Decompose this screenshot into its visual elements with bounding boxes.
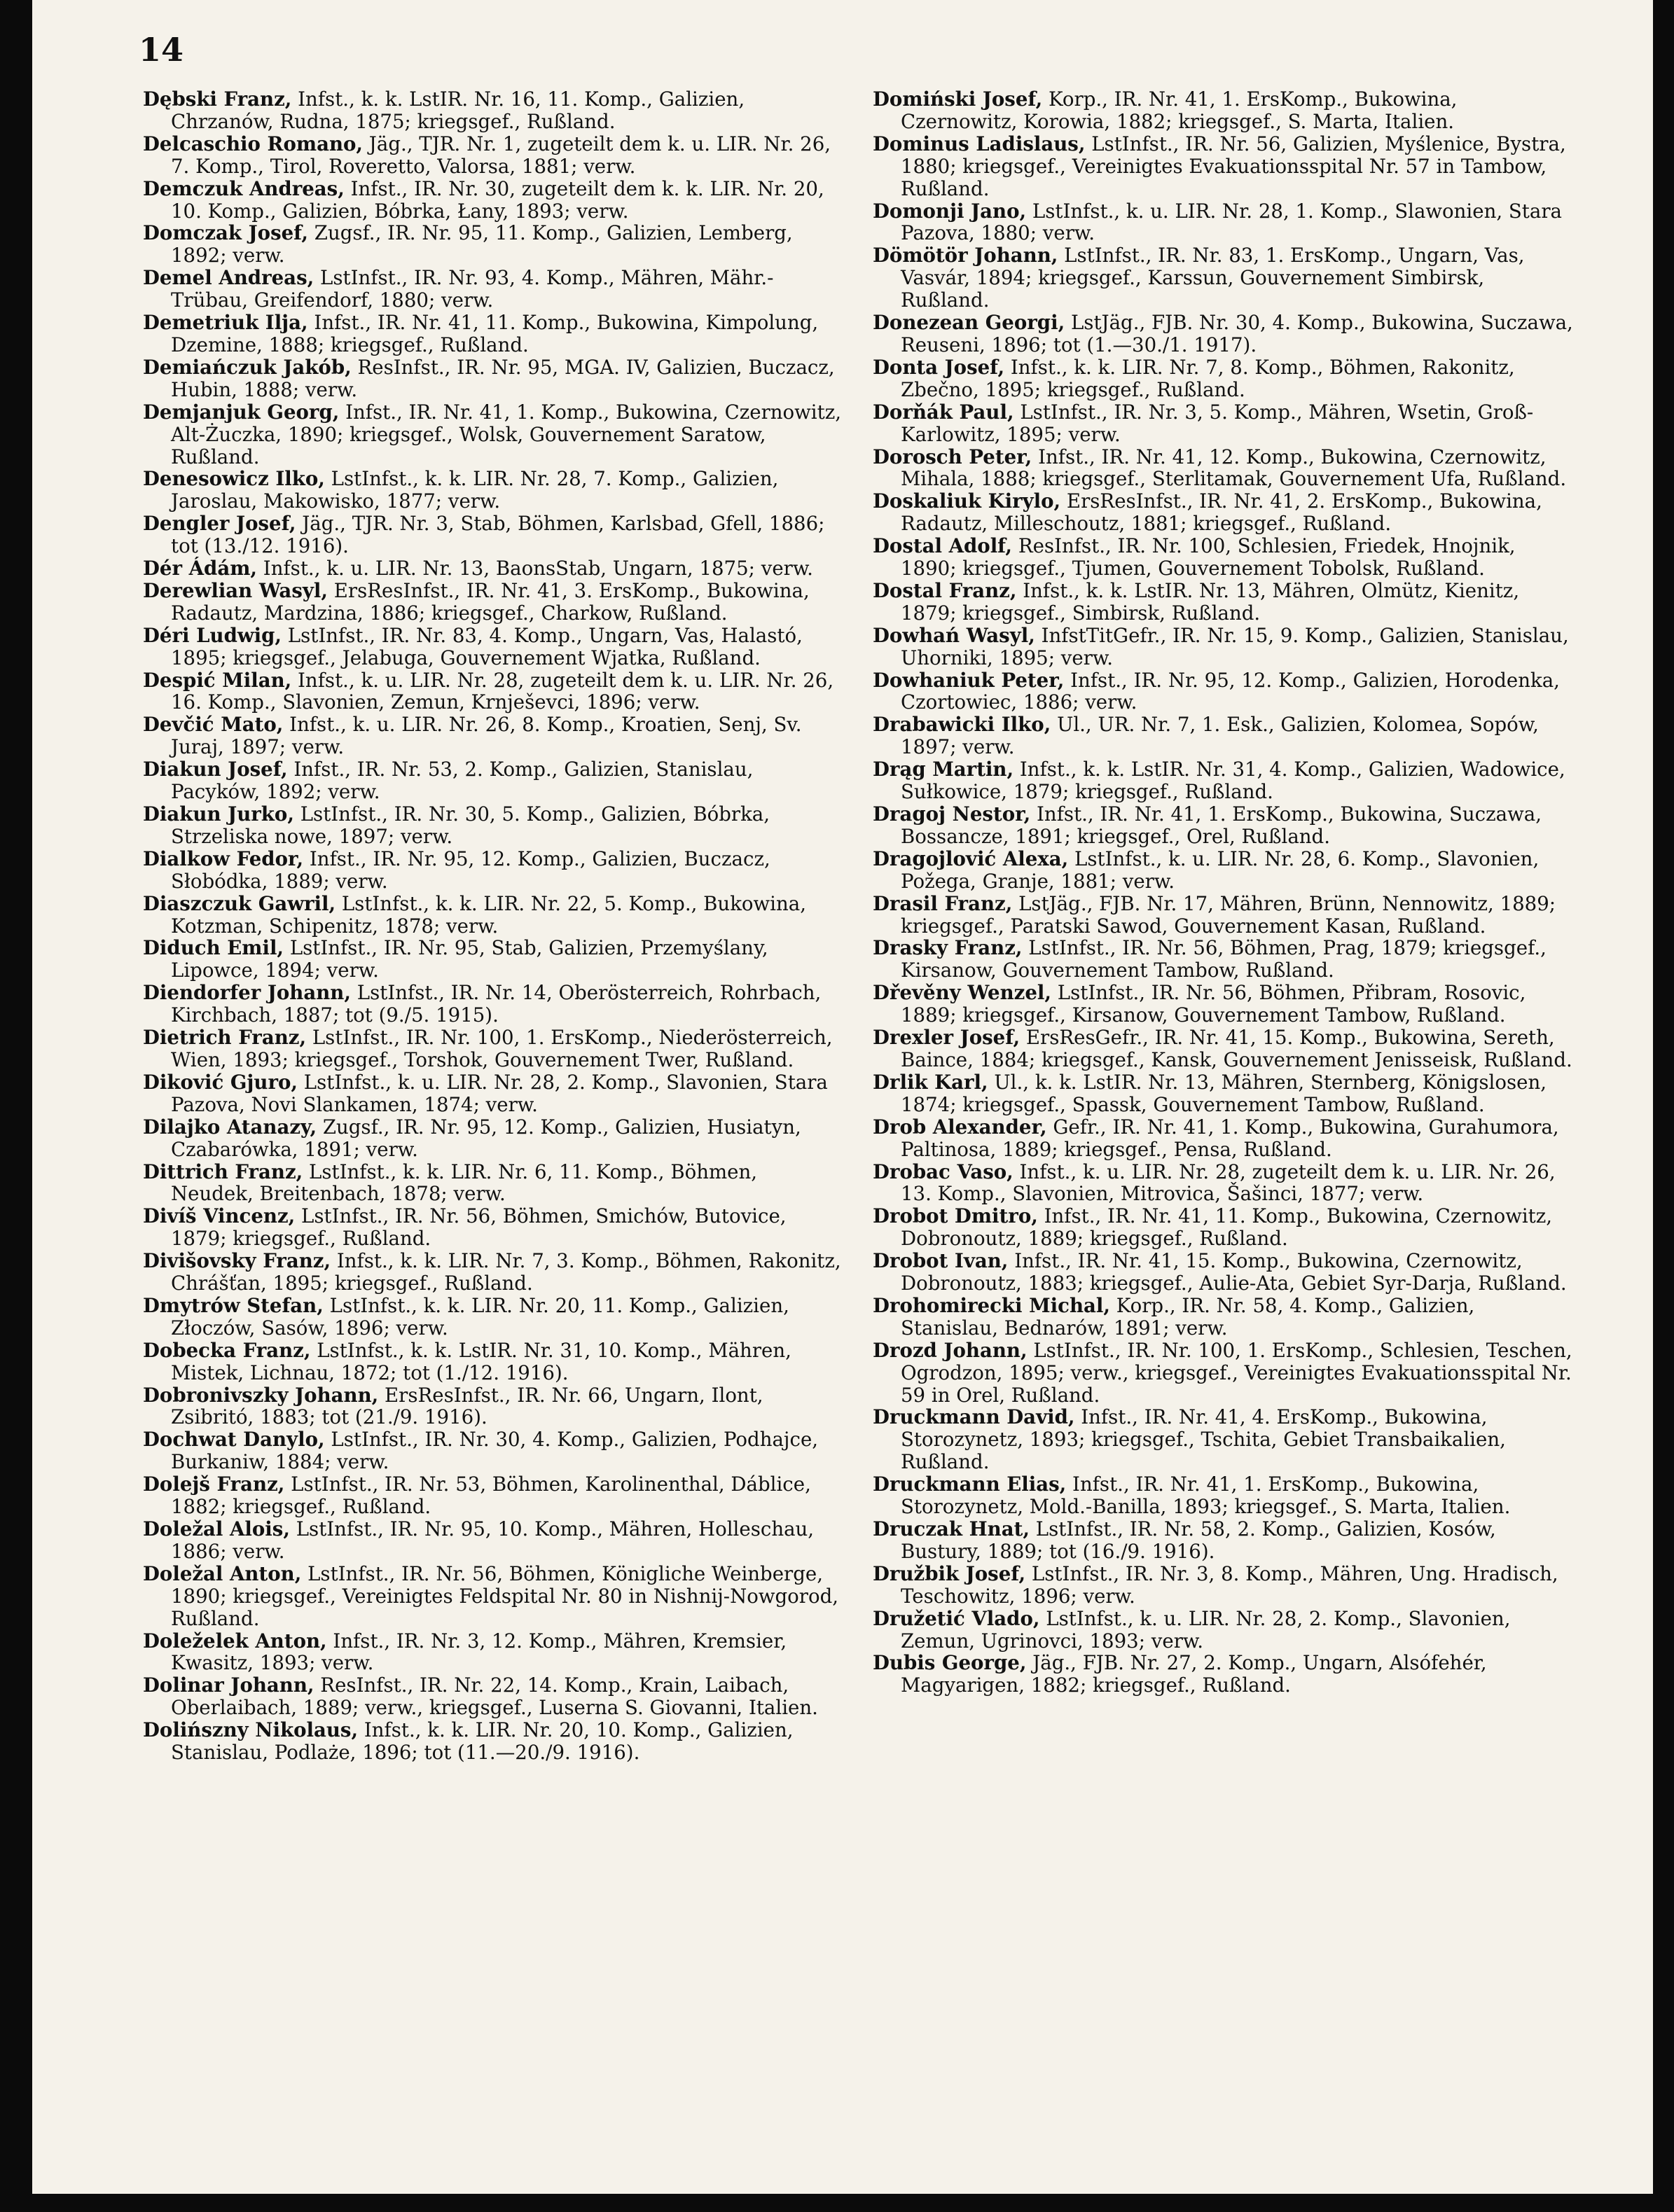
entry-details: Infst., IR. Nr. 53, 2. Komp., Galizien, Stanislau, Pacyków, 1892; verw. [171,758,754,804]
list-item [143,1161,843,1206]
list-item [143,1473,843,1518]
entry-details: LstInfst., IR. Nr. 100, 1. ErsKomp., Schlesien, Teschen, Ogrodzon, 1895; verw., kriegsgef., Vereinigtes Evakuationsspital Nr. 59 in Orel, Rußland. [901,1338,1572,1407]
entry-details: LstInfst., IR. Nr. 58, 2. Komp., Galizien, Kosów, Bustury, 1889; tot (16./9. 1916). [901,1517,1496,1563]
entry-details: Infst., IR. Nr. 3, 12. Komp., Mähren, Kremsier, Kwasitz, 1893; verw. [171,1629,787,1675]
entry-details: Infst., k. u. LIR. Nr. 13, BaonsStab, Ungarn, 1875; verw. [257,557,813,580]
entry-name: Dostal Adolf, [873,534,1013,558]
entry-name: Drob Alexander, [873,1115,1047,1139]
list-item [143,1250,843,1295]
entry-details: Infst., k. k. LstIR. Nr. 31, 4. Komp., Galizien, Wadowice, Sułkowice, 1879; kriegsgef., Rußland. [901,758,1565,804]
list-item [873,937,1573,982]
entry-details: Infst., IR. Nr. 41, 1. Komp., Bukowina, Czernowitz, Alt-Żuczka, 1890; kriegsgef., Wolsk, Gouvernement Saratow, Rußland. [171,400,841,468]
entry-details: LstInfst., k. k. LIR. Nr. 22, 5. Komp., Bukowina, Kotzman, Schipenitz, 1878; verw. [171,891,806,938]
left-column [143,88,843,2182]
entry-name: Déri Ludwig, [143,623,282,647]
entry-name: Domiński Josef, [873,88,1043,111]
entry-details: LstInfst., IR. Nr. 56, Galizien, Myślenice, Bystra, 1880; kriegsgef., Vereinigtes Evakuationsspital Nr. 57 in Tambow, Rußland. [901,132,1566,200]
list-item [143,625,843,669]
entry-name: Despić Milan, [143,668,292,692]
entry-name: Divíš Vincenz, [143,1204,296,1228]
entry-name: Doskaliuk Kirylo, [873,489,1061,513]
entry-details: LstInfst., k. u. LIR. Nr. 28, 2. Komp., Slavonien, Stara Pazova, Novi Slankamen, 1874; verw. [171,1070,828,1116]
entry-name: Diakun Josef, [143,758,288,781]
list-item [873,1250,1573,1295]
list-item [873,133,1573,200]
entry-name: Domczak Josef, [143,221,309,245]
entry-details: Infst., IR. Nr. 41, 12. Komp., Bukowina, Czernowitz, Mihala, 1888; kriegsgef., Sterlitamak, Gouvernement Ufa, Rußland. [901,445,1567,491]
entry-details: LstInfst., IR. Nr. 30, 5. Komp., Galizien, Bóbrka, Strzeliska nowe, 1897; verw. [171,802,770,848]
entry-name: Dobronivszky Johann, [143,1383,379,1407]
entry-name: Domonji Jano, [873,199,1027,223]
entry-details: Infst., IR. Nr. 95, 12. Komp., Galizien, Horodenka, Czortowiec, 1886; verw. [901,668,1560,714]
entry-name: Dialkow Fedor, [143,847,304,870]
list-item [143,1719,843,1764]
list-item [873,1295,1573,1340]
entry-details: ResInfst., IR. Nr. 100, Schlesien, Friedek, Hnojnik, 1890; kriegsgef., Tjumen, Gouvernement Tobolsk, Rußland. [901,534,1516,580]
list-item [873,1205,1573,1250]
list-item [143,1071,843,1116]
list-item [873,1518,1573,1563]
entry-name: Diaszczuk Gawril, [143,891,336,915]
list-item [143,1116,843,1161]
list-item [873,356,1573,401]
entry-details: Infst., k. u. LIR. Nr. 28, zugeteilt dem k. u. LIR. Nr. 26, 13. Komp., Slavonien, Mitrovica, Šašinci, 1877; verw. [901,1160,1556,1206]
entry-name: Dolejš Franz, [143,1473,285,1496]
list-item [873,1071,1573,1116]
list-item [143,1518,843,1563]
list-item [873,758,1573,803]
list-item [143,178,843,223]
list-item [873,580,1573,625]
list-item [873,848,1573,893]
entry-name: Devčić Mato, [143,713,284,737]
entry-details: ErsResInfst., IR. Nr. 41, 2. ErsKomp., Bukowina, Radautz, Milleschoutz, 1881; kriegsgef., Rußland. [901,489,1542,536]
entry-name: Dengler Josef, [143,512,296,536]
entry-details: Infst., IR. Nr. 41, 11. Komp., Bukowina, Czernowitz, Dobronoutz, 1889; kriegsgef., Rußland. [901,1204,1553,1251]
entry-details: LstInfst., IR. Nr. 95, Stab, Galizien, Przemyślany, Lipowce, 1894; verw. [171,936,768,982]
entry-name: Dubis George, [873,1651,1027,1675]
entry-name: Dietrich Franz, [143,1026,307,1050]
list-item [143,803,843,848]
entry-details: InfstTitGefr., IR. Nr. 15, 9. Komp., Galizien, Stanislau, Uhorniki, 1895; verw. [901,623,1569,669]
entry-name: Diduch Emil, [143,936,284,960]
list-item [873,714,1573,758]
entry-name: Donta Josef, [873,355,1005,379]
list-item [873,1608,1573,1653]
entry-name: Drasil Franz, [873,891,1013,915]
entry-name: Drobot Dmitro, [873,1204,1038,1228]
list-item [143,88,843,133]
entry-details: LstJäg., FJB. Nr. 17, Mähren, Brünn, Nennowitz, 1889; kriegsgef., Paratski Sawod, Gouvernement Kasan, Rußland. [901,891,1556,938]
entry-details: LstInfst., IR. Nr. 56, Böhmen, Königliche Weinberge, 1890; kriegsgef., Vereinigtes Feldspital Nr. 80 in Nishnij-Nowgorod, Rußland. [171,1561,839,1630]
entry-details: LstInfst., k. u. LIR. Nr. 28, 6. Komp., Slavonien, Požega, Granje, 1881; verw. [901,847,1540,893]
entry-name: Dolińszny Nikolaus, [143,1718,359,1742]
entry-name: Dowhaniuk Peter, [873,668,1065,692]
entry-name: Dostal Franz, [873,578,1017,602]
entry-name: Doležal Anton, [143,1561,302,1585]
entry-details: LstInfst., IR. Nr. 30, 4. Komp., Galizien, Podhajce, Burkaniw, 1884; verw. [171,1428,819,1474]
entry-details: Infst., k. k. LIR. Nr. 7, 3. Komp., Böhmen, Rakonitz, Chrášťan, 1895; kriegsgef., Rußland. [171,1249,841,1295]
entry-name: Druckmann Elias, [873,1473,1067,1496]
entry-details: LstInfst., IR. Nr. 93, 4. Komp., Mähren, Mähr.-Trübau, Greifendorf, 1880; verw. [171,266,774,312]
entry-name: Dmytrów Stefan, [143,1293,324,1317]
entry-name: Dorňák Paul, [873,400,1014,424]
entry-details: Infst., k. u. LIR. Nr. 26, 8. Komp., Kroatien, Senj, Sv. Juraj, 1897; verw. [171,713,802,759]
list-item [143,937,843,982]
entry-name: Diković Gjuro, [143,1070,298,1094]
entry-details: Infst., k. u. LIR. Nr. 28, zugeteilt dem k. u. LIR. Nr. 26, 16. Komp., Slavonien, Zemun, Krnješevci, 1896; verw. [171,668,834,714]
entry-details: LstInfst., IR. Nr. 56, Böhmen, Smichów, Butovice, 1879; kriegsgef., Rußland. [171,1204,787,1251]
entry-name: Drlik Karl, [873,1070,988,1094]
entry-name: Dřevěny Wenzel, [873,981,1051,1005]
entry-name: Dorosch Peter, [873,445,1032,468]
entry-name: Denesowicz Ilko, [143,467,325,491]
entry-name: Diendorfer Johann, [143,981,351,1005]
entry-name: Dittrich Franz, [143,1160,303,1183]
entry-name: Drabawicki Ilko, [873,713,1051,737]
entry-details: Infst., IR. Nr. 95, 12. Komp., Galizien, Buczacz, Słobódka, 1889; verw. [171,847,770,893]
entry-details: Infst., IR. Nr. 41, 1. ErsKomp., Bukowina, Storozynetz, Mold.-Banilla, 1893; kriegsgef., S. Marta, Italien. [901,1473,1511,1519]
list-item [143,557,843,580]
list-item [143,222,843,267]
entry-details: LstInfst., k. k. LIR. Nr. 28, 7. Komp., Galizien, Jaroslau, Makowisko, 1877; verw. [171,467,779,513]
list-item [143,267,843,312]
list-item [143,1428,843,1473]
entry-name: Dolinar Johann, [143,1674,314,1697]
list-item [873,490,1573,535]
entry-details: Zugsf., IR. Nr. 95, 11. Komp., Galizien, Lemberg, 1892; verw. [171,221,793,267]
list-item [873,244,1573,312]
list-item [143,401,843,468]
list-item [143,1205,843,1250]
entry-name: Divišovsky Franz, [143,1249,331,1273]
list-item [143,312,843,356]
entry-details: LstInfst., IR. Nr. 3, 8. Komp., Mähren, Ung. Hradisch, Teschowitz, 1896; verw. [901,1561,1558,1608]
entry-name: Družbik Josef, [873,1561,1026,1585]
entry-details: Infst., IR. Nr. 41, 15. Komp., Bukowina, Czernowitz, Dobronoutz, 1883; kriegsgef., Aulie-Ata, Gebiet Syr-Darja, Rußland. [901,1249,1567,1295]
list-item [873,625,1573,669]
list-item [143,1563,843,1630]
entry-details: LstInfst., k. k. LstIR. Nr. 31, 10. Komp., Mähren, Mistek, Lichnau, 1872; tot (1./12. 1916). [171,1338,791,1384]
entry-name: Dębski Franz, [143,88,292,111]
entry-name: Dömötör Johann, [873,244,1058,267]
list-item [873,1161,1573,1206]
list-item [143,1027,843,1071]
entry-name: Drasky Franz, [873,936,1023,960]
entry-details: Infst., k. k. LIR. Nr. 7, 8. Komp., Böhmen, Rakonitz, Zbečno, 1895; kriegsgef., Rußland. [901,355,1515,401]
list-item [873,200,1573,245]
entry-details: Ul., UR. Nr. 7, 1. Esk., Galizien, Kolomea, Sopów, 1897; verw. [901,713,1539,759]
entry-name: Demiańczuk Jakób, [143,355,352,379]
entry-details: ErsResGefr., IR. Nr. 41, 15. Komp., Bukowina, Sereth, Baince, 1884; kriegsgef., Kansk, Gouvernement Jenisseisk, Rußland. [901,1026,1572,1071]
list-item [873,1027,1573,1071]
list-item [143,356,843,401]
entry-name: Drozd Johann, [873,1338,1028,1362]
entry-details: ErsResInfst., IR. Nr. 41, 3. ErsKomp., Bukowina, Radautz, Mardzina, 1886; kriegsgef., Charkow, Rußland. [171,578,810,625]
list-item [873,1563,1573,1608]
list-item [873,669,1573,714]
list-item [873,312,1573,356]
scan-bottom-border [0,2194,1674,2212]
entry-name: Dér Ádám, [143,557,258,580]
list-item [873,1340,1573,1407]
entry-details: Jäg., FJB. Nr. 27, 2. Komp., Ungarn, Alsófehér, Magyarigen, 1882; kriegsgef., Rußland. [901,1651,1487,1697]
entry-name: Doleželek Anton, [143,1629,327,1653]
entry-details: LstInfst., IR. Nr. 100, 1. ErsKomp., Niederösterreich, Wien, 1893; kriegsgef., Torshok, Gouvernement Twer, Rußland. [171,1026,833,1071]
scan-left-border [0,0,32,2212]
entry-name: Demjanjuk Georg, [143,400,340,424]
list-item [143,669,843,714]
entry-details: LstInfst., k. u. LIR. Nr. 28, 2. Komp., Slavonien, Zemun, Ugrinovci, 1893; verw. [901,1606,1511,1653]
entry-name: Druczak Hnat, [873,1517,1030,1540]
entry-name: Demetriuk Ilja, [143,311,308,335]
right-column [873,88,1573,2182]
scan-right-border [1653,0,1674,2212]
entry-name: Derewlian Wasyl, [143,578,328,602]
entry-details: Infst., IR. Nr. 41, 11. Komp., Bukowina, Kimpolung, Dzemine, 1888; kriegsgef., Rußland. [171,311,819,356]
entry-details: ResInfst., IR. Nr. 95, MGA. IV, Galizien, Buczacz, Hubin, 1888; verw. [171,355,835,401]
entry-name: Demel Andreas, [143,266,314,290]
entry-name: Dragoj Nestor, [873,802,1031,826]
list-item [873,88,1573,133]
entry-name: Dowhań Wasyl, [873,623,1035,647]
entry-name: Druckmann David, [873,1405,1075,1429]
entry-details: LstInfst., k. u. LIR. Nr. 28, 1. Komp., Slawonien, Stara Pazova, 1880; verw. [901,199,1562,245]
entry-name: Družetić Vlado, [873,1606,1040,1630]
list-item [143,133,843,178]
list-item [143,1340,843,1384]
list-item [143,468,843,513]
entry-details: LstInfst., IR. Nr. 95, 10. Komp., Mähren, Holleschau, 1886; verw. [171,1517,815,1563]
list-item [873,1406,1573,1473]
entry-details: Infst., k. k. LIR. Nr. 20, 10. Komp., Galizien, Stanislau, Podlaże, 1896; tot (11.—20./9. 1916). [171,1718,794,1765]
entry-details: Korp., IR. Nr. 41, 1. ErsKomp., Bukowina, Czernowitz, Korowia, 1882; kriegsgef., S. Marta, Italien. [901,88,1458,133]
entry-details: Korp., IR. Nr. 58, 4. Komp., Galizien, Stanislau, Bednarów, 1891; verw. [901,1293,1475,1340]
list-item [873,1473,1573,1518]
entry-name: Demczuk Andreas, [143,176,345,200]
list-item [873,803,1573,848]
list-item [143,714,843,758]
page-number: 14 [139,31,184,69]
list-item [143,1674,843,1719]
entry-details: LstJäg., FJB. Nr. 30, 4. Komp., Bukowina, Suczawa, Reuseni, 1896; tot (1.—30./1. 1917). [901,311,1573,356]
entry-details: Jäg., TJR. Nr. 3, Stab, Böhmen, Karlsbad, Gfell, 1886; tot (13./12. 1916). [171,512,825,558]
list-item [143,513,843,557]
entry-details: ResInfst., IR. Nr. 22, 14. Komp., Krain, Laibach, Oberlaibach, 1889; verw., kriegsgef., Luserna S. Giovanni, Italien. [171,1674,818,1720]
entry-name: Dobecka Franz, [143,1338,311,1362]
list-item [873,893,1573,938]
list-item [143,848,843,893]
list-item [873,535,1573,580]
entry-details: LstInfst., k. k. LIR. Nr. 20, 11. Komp., Galizien, Złoczów, Sasów, 1896; verw. [171,1293,789,1340]
list-item [143,893,843,938]
entry-details: Infst., k. k. LstIR. Nr. 13, Mähren, Olmütz, Kienitz, 1879; kriegsgef., Simbirsk, Rußland. [901,578,1520,625]
entry-details: Jäg., TJR. Nr. 1, zugeteilt dem k. u. LIR. Nr. 26, 7. Komp., Tirol, Roveretto, Valorsa, 1881; verw. [171,132,831,178]
entry-details: ErsResInfst., IR. Nr. 66, Ungarn, Ilont, Zsibritó, 1883; tot (21./9. 1916). [171,1383,763,1429]
entry-details: Gefr., IR. Nr. 41, 1. Komp., Bukowina, Gurahumora, Paltinosa, 1889; kriegsgef., Pensa, Rußland. [901,1115,1559,1161]
list-item [143,758,843,803]
entry-name: Drexler Josef, [873,1026,1021,1050]
entry-details: LstInfst., IR. Nr. 53, Böhmen, Karolinenthal, Dáblice, 1882; kriegsgef., Rußland. [171,1473,811,1519]
entry-name: Drobot Ivan, [873,1249,1009,1273]
entry-details: LstInfst., IR. Nr. 56, Böhmen, Přibram, Rosovic, 1889; kriegsgef., Kirsanow, Gouvernement Tambow, Rußland. [901,981,1526,1027]
list-item [143,1384,843,1429]
list-item [873,446,1573,491]
entry-details: Ul., k. k. LstIR. Nr. 13, Mähren, Sternberg, Königslosen, 1874; kriegsgef., Spassk, Gouvernement Tambow, Rußland. [901,1070,1547,1116]
entry-details: Zugsf., IR. Nr. 95, 12. Komp., Galizien, Husiatyn, Czabarówka, 1891; verw. [171,1115,801,1161]
entry-details: Infst., k. k. LstIR. Nr. 16, 11. Komp., Galizien, Chrzanów, Rudna, 1875; kriegsgef., Rußland. [171,88,745,133]
list-item [873,401,1573,446]
entry-name: Dochwat Danylo, [143,1428,325,1452]
list-item [143,982,843,1027]
entry-details: LstInfst., IR. Nr. 83, 1. ErsKomp., Ungarn, Vas, Vasvár, 1894; kriegsgef., Karssun, Gouvernement Simbirsk, Rußland. [901,244,1525,312]
entry-name: Diakun Jurko, [143,802,294,826]
entry-details: LstInfst., IR. Nr. 14, Oberösterreich, Rohrbach, Kirchbach, 1887; tot (9./5. 1915). [171,981,822,1027]
entry-name: Drobac Vaso, [873,1160,1014,1183]
list-item [873,1116,1573,1161]
list-item [143,580,843,625]
entry-details: LstInfst., k. k. LIR. Nr. 6, 11. Komp., Böhmen, Neudek, Breitenbach, 1878; verw. [171,1160,758,1206]
entry-name: Dilajko Atanazy, [143,1115,317,1139]
list-item [873,1652,1573,1697]
list-item [143,1630,843,1675]
entry-details: LstInfst., IR. Nr. 56, Böhmen, Prag, 1879; kriegsgef., Kirsanow, Gouvernement Tambow, Rußland. [901,936,1547,982]
entry-details: Infst., IR. Nr. 41, 1. ErsKomp., Bukowina, Suczawa, Bossancze, 1891; kriegsgef., Orel, Rußland. [901,802,1542,848]
entry-name: Dragojlović Alexa, [873,847,1069,870]
list-item [143,1295,843,1340]
entry-details: Infst., IR. Nr. 30, zugeteilt dem k. k. LIR. Nr. 20, 10. Komp., Galizien, Bóbrka, Łany, 1893; verw. [171,176,824,223]
entry-name: Delcaschio Romano, [143,132,364,155]
entry-details: LstInfst., IR. Nr. 3, 5. Komp., Mähren, Wsetin, Groß-Karlowitz, 1895; verw. [901,400,1534,446]
entry-details: LstInfst., IR. Nr. 83, 4. Komp., Ungarn, Vas, Halastó, 1895; kriegsgef., Jelabuga, Gouvernement Wjatka, Rußland. [171,623,803,669]
entry-name: Drąg Martin, [873,758,1014,781]
entry-name: Donezean Georgi, [873,311,1065,335]
entry-name: Dominus Ladislaus, [873,132,1086,155]
entry-details: Infst., IR. Nr. 41, 4. ErsKomp., Bukowina, Storozynetz, 1893; kriegsgef., Tschita, Gebiet Transbaikalien, Rußland. [901,1405,1506,1474]
entry-name: Drohomirecki Michal, [873,1293,1110,1317]
list-item [873,982,1573,1027]
entry-name: Doležal Alois, [143,1517,290,1540]
